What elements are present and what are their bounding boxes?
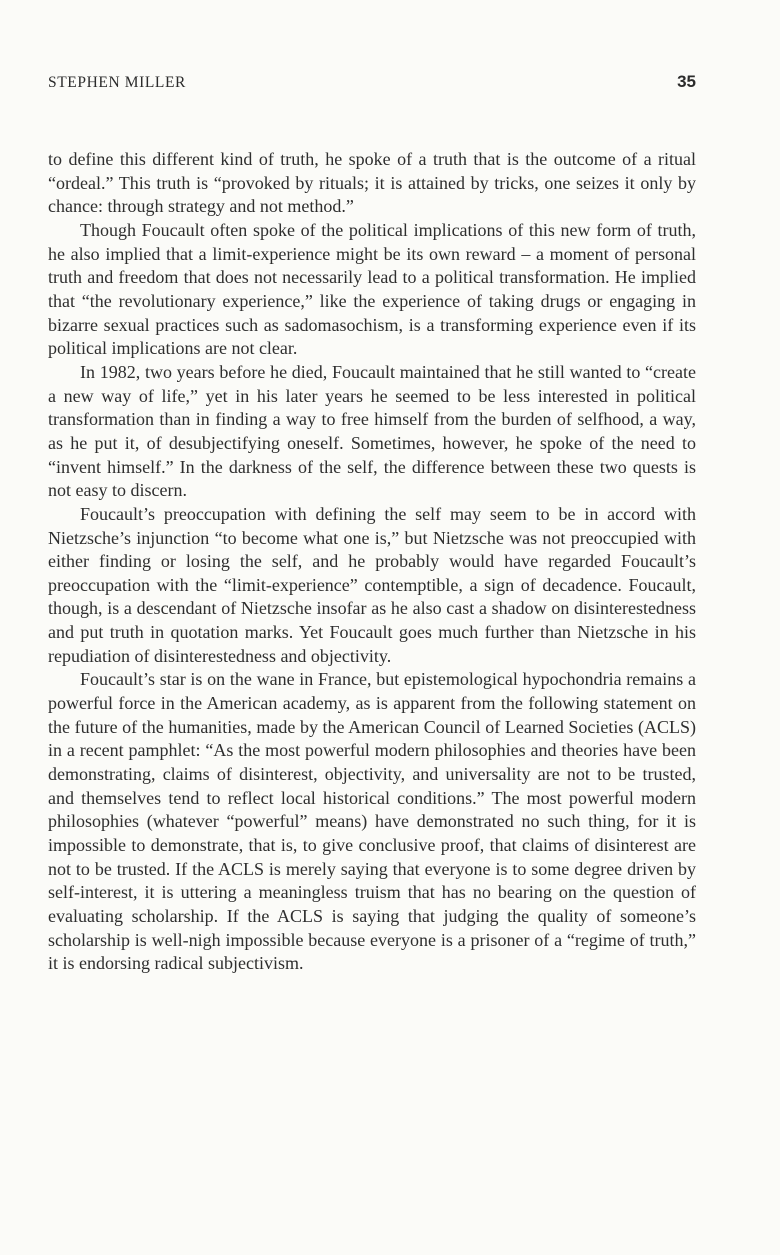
paragraph: Though Foucault often spoke of the political implications of this new form of truth, he also implied that a limit-experience might be its own reward – a moment of personal truth and freedom that does not necessarily lead to a political transformation. He implied that “the revolutionary experience,” like the experience of taking drugs or engaging in bizarre sexual practices such as sadomasochism, is a transforming experience even if its political implications are not clear. — [48, 219, 696, 359]
body-text — [48, 148, 696, 976]
paragraph: Foucault’s star is on the wane in France, but epistemological hypochondria remains a powerful force in the American academy, as is apparent from the following statement on the future of the humanities, made by the American Council of Learned Societies (ACLS) in a recent pamphlet: “As the most powerful modern philosophies and theories have been demonstrating, claims of disinterest, objectivity, and universality are not to be trusted, and themselves tend to reflect local historical conditions.” The most powerful modern philosophies (whatever “powerful” means) have demonstrated no such thing, for it is impossible to demonstrate, that is, to give conclusive proof, that claims of disinterest are not to be trusted. If the ACLS is merely saying that everyone is to some degree driven by self-interest, it is uttering a meaningless truism that has no bearing on the question of evaluating scholarship. If the ACLS is saying that judging the quality of someone’s scholarship is well-nigh impossible because everyone is a prisoner of a “regime of truth,” it is endorsing radical subjectivism. — [48, 669, 696, 974]
running-head — [48, 72, 696, 98]
running-head-author: STEPHEN MILLER — [48, 74, 186, 91]
paragraph: In 1982, two years before he died, Foucault maintained that he still wanted to “create a new way of life,” yet in his later years he seemed to be less interested in political transformation than in finding a way to free himself from the burden of selfhood, a way, as he put it, of desubjectifying oneself. Sometimes, however, he spoke of the need to “invent himself.” In the darkness of the self, the difference between these two quests is not easy to discern. — [48, 361, 696, 501]
page-number: 35 — [677, 72, 696, 91]
paragraph-continued: to define this different kind of truth, he spoke of a truth that is the outcome of a ritual “ordeal.” This truth is “provoked by rituals; it is attained by tricks, one seizes it only by chance: through strategy and not method.” — [48, 149, 696, 217]
paragraph: Foucault’s preoccupation with defining the self may seem to be in accord with Nietzsche’s injunction “to become what one is,” but Nietzsche was not preoccupied with either finding or losing the self, and he probably would have regarded Foucault’s preoccupation with the “limit-experience” contemptible, a sign of decadence. Foucault, though, is a descendant of Nietzsche insofar as he also cast a shadow on disinterestedness and put truth in quotation marks. Yet Foucault goes much further than Nietzsche in his repudiation of disinterestedness and objectivity. — [48, 503, 696, 666]
